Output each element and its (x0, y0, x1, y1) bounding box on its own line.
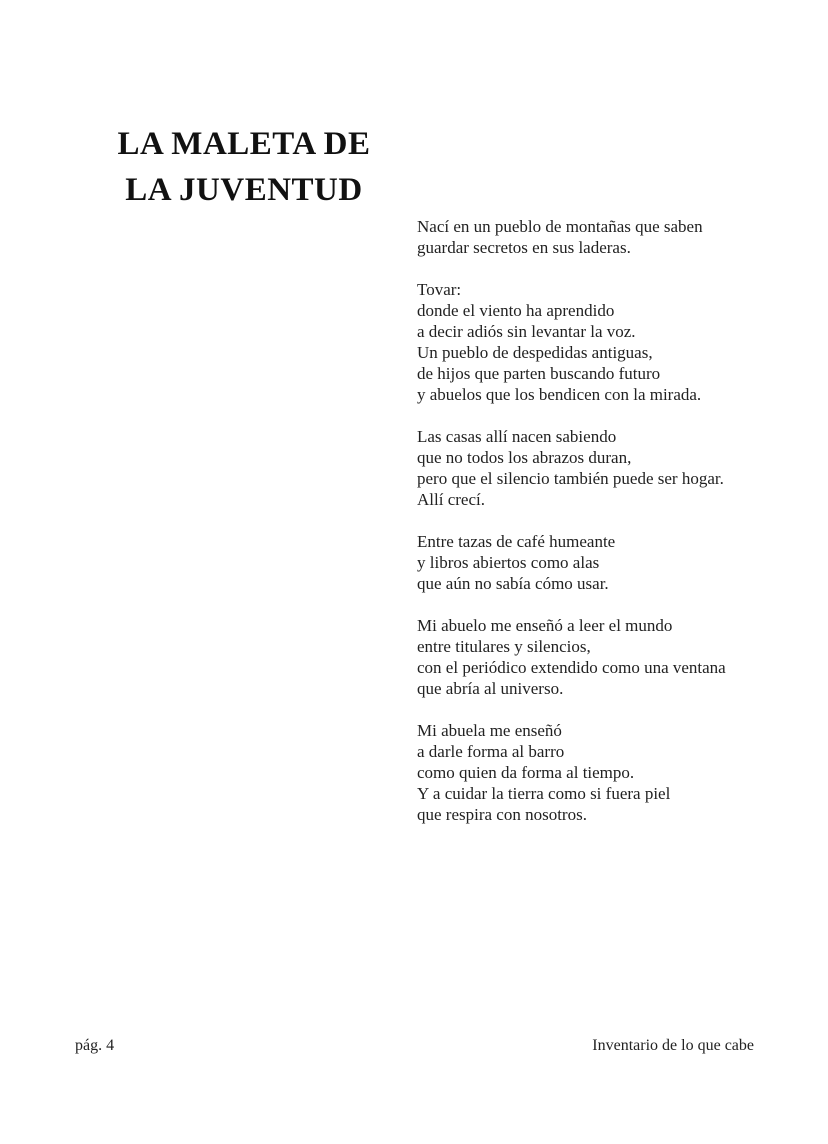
poem-title (98, 121, 390, 213)
poem-line: que abría al universo. (417, 679, 564, 698)
poem-line: entre titulares y silencios, (417, 637, 591, 656)
poem-line: como quien da forma al tiempo. (417, 763, 635, 782)
poem-line: Mi abuela me enseñó (417, 721, 562, 740)
poem-line: Las casas allí nacen sabiendo (417, 427, 617, 446)
poem-line: pero que el silencio también puede ser hogar. (417, 469, 724, 488)
poem-stanza (417, 216, 762, 258)
poem-title-line-2: LA JUVENTUD (125, 172, 363, 209)
poem-line: Nací en un pueblo de montañas que saben (417, 217, 703, 236)
poem-line: a decir adiós sin levantar la voz. (417, 322, 636, 341)
poem-line: Mi abuelo me enseñó a leer el mundo (417, 616, 673, 635)
poem-stanza (417, 531, 762, 594)
page-footer (75, 1036, 754, 1056)
poem-title-line-1: LA MALETA DE (117, 126, 371, 163)
poem-line: donde el viento ha aprendido (417, 301, 615, 320)
poem-line: Tovar: (417, 280, 462, 299)
poem-stanza (417, 279, 762, 405)
poem-line: de hijos que parten buscando futuro (417, 364, 661, 383)
poem-line: a darle forma al barro (417, 742, 565, 761)
poem-stanza (417, 426, 762, 510)
poem-line: y abuelos que los bendicen con la mirada. (417, 385, 702, 404)
poem-line: Entre tazas de café humeante (417, 532, 616, 551)
book-title: Inventario de lo que cabe (592, 1037, 754, 1054)
poem-line: con el periódico extendido como una ventana (417, 658, 726, 677)
poem-line: guardar secretos en sus laderas. (417, 238, 631, 257)
poem-body (417, 216, 762, 846)
poem-line: Allí crecí. (417, 490, 485, 509)
poem-line: Un pueblo de despedidas antiguas, (417, 343, 653, 362)
page-number: pág. 4 (75, 1037, 115, 1054)
poem-stanza (417, 615, 762, 699)
poem-line: y libros abiertos como alas (417, 553, 600, 572)
poem-stanza (417, 720, 762, 825)
poem-line: que respira con nosotros. (417, 805, 587, 824)
poem-line: Y a cuidar la tierra como si fuera piel (417, 784, 671, 803)
poem-line: que no todos los abrazos duran, (417, 448, 632, 467)
poem-line: que aún no sabía cómo usar. (417, 574, 609, 593)
